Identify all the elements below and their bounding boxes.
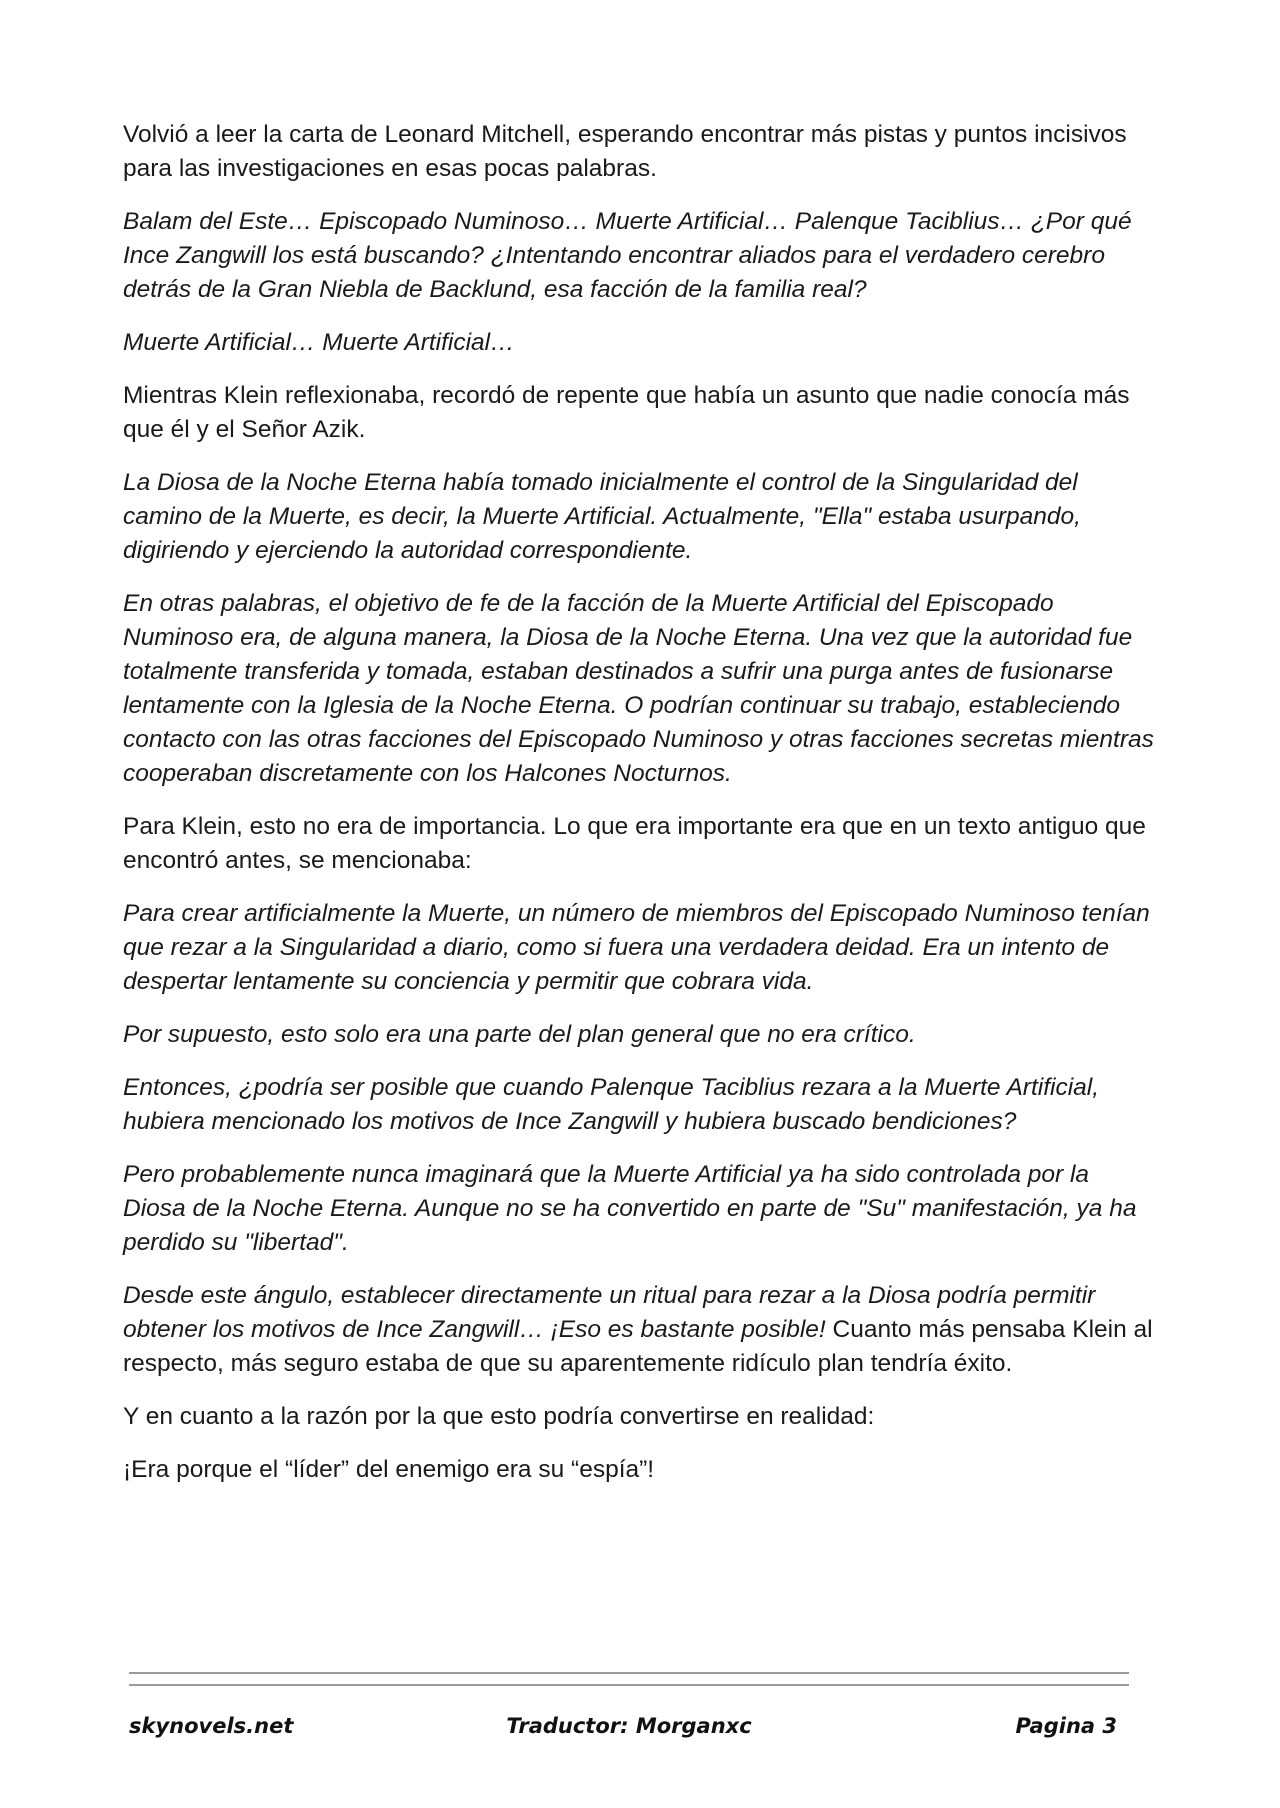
paragraph-2: Balam del Este… Episcopado Numinoso… Muerte Artificial… Palenque Taciblius… ¿Por qué Ince Zangwill los está buscando? ¿Intentando encontrar aliados para el verdadero cerebro detrás de la Gran Niebla de Backlund, esa facción de la familia real?	[123, 208, 1132, 303]
paragraph-14: ¡Era porque el “líder” del enemigo era su “espía”!	[123, 1456, 655, 1483]
paragraph-8: Para crear artificialmente la Muerte, un número de miembros del Episcopado Numinoso tenían que rezar a la Singularidad a diario, como si fuera una verdadera deidad. Era un intento de despertar lentamente su conciencia y permitir que cobrara vida.	[123, 900, 1150, 995]
footer-divider-bottom	[129, 1684, 1129, 1686]
paragraph-10: Entonces, ¿podría ser posible que cuando Palenque Taciblius rezara a la Muerte Artificial, hubiera mencionado los motivos de Ince Zangwill y hubiera buscado bendiciones?	[123, 1074, 1100, 1135]
paragraph-13: Y en cuanto a la razón por la que esto podría convertirse en realidad:	[123, 1403, 875, 1430]
paragraph-11: Pero probablemente nunca imaginará que la Muerte Artificial ya ha sido controlada por la Diosa de la Noche Eterna. Aunque no se ha convertido en parte de "Su" manifestación, ya ha perdido su "libertad".	[123, 1161, 1137, 1256]
footer-translator: Traductor: Morganxc	[506, 1714, 752, 1738]
footer-site: skynovels.net	[129, 1714, 294, 1738]
body-text	[123, 118, 1158, 1506]
paragraph-5: La Diosa de la Noche Eterna había tomado inicialmente el control de la Singularidad del camino de la Muerte, es decir, la Muerte Artificial. Actualmente, "Ella" estaba usurpando, digiriendo y ejerciendo la autoridad correspondiente.	[123, 469, 1081, 564]
paragraph-12-italic: Desde este ángulo, establecer directamente un ritual para rezar a la Diosa podría permitir obtener los motivos de Ince Zangwill… ¡Eso es bastante posible!	[123, 1282, 1096, 1343]
paragraph-12-normal: Cuanto más pensaba Klein al respecto, más seguro estaba de que su aparentemente ridículo plan tendría éxito.	[123, 1316, 1153, 1377]
paragraph-9: Por supuesto, esto solo era una parte del plan general que no era crítico.	[123, 1021, 916, 1048]
paragraph-1: Volvió a leer la carta de Leonard Mitchell, esperando encontrar más pistas y puntos incisivos para las investigaciones en esas pocas palabras.	[123, 121, 1127, 182]
footer-page-number: Pagina 3	[1015, 1714, 1117, 1738]
page-footer	[129, 1714, 1129, 1748]
paragraph-6: En otras palabras, el objetivo de fe de la facción de la Muerte Artificial del Episcopado Numinoso era, de alguna manera, la Diosa de la Noche Eterna. Una vez que la autoridad fue totalmente transferida y tomada, estaban destinados a sufrir una purga antes de fusionarse lentamente con la Iglesia de la Noche Eterna. O podrían continuar su trabajo, estableciendo contacto con las otras facciones del Episcopado Numinoso y otras facciones secretas mientras cooperaban discretamente con los Halcones Nocturnos.	[123, 590, 1154, 787]
paragraph-12	[123, 1279, 1158, 1381]
paragraph-4: Mientras Klein reflexionaba, recordó de repente que había un asunto que nadie conocía más que él y el Señor Azik.	[123, 382, 1130, 443]
paragraph-3: Muerte Artificial… Muerte Artificial…	[123, 329, 515, 356]
paragraph-7: Para Klein, esto no era de importancia. Lo que era importante era que en un texto antiguo que encontró antes, se mencionaba:	[123, 813, 1146, 874]
footer-divider-top	[129, 1672, 1129, 1674]
